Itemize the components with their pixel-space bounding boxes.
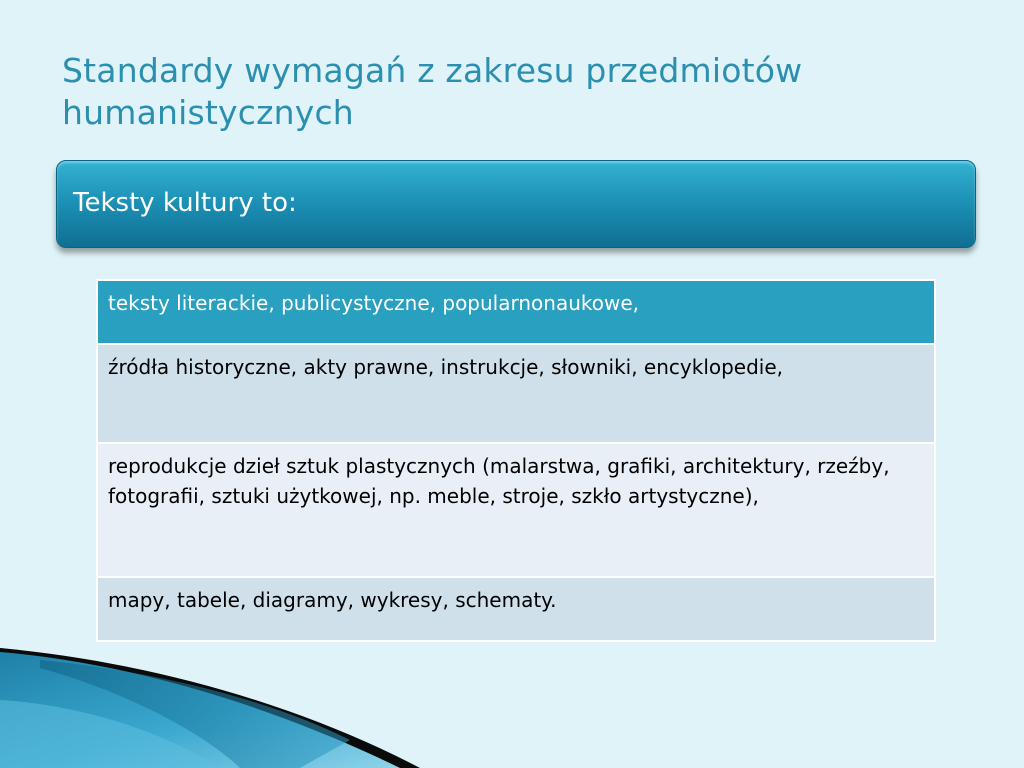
table-row — [97, 280, 935, 344]
table-cell: mapy, tabele, diagramy, wykresy, schematy. — [97, 577, 935, 641]
table-row — [97, 443, 935, 577]
table-row — [97, 577, 935, 641]
banner-text: Teksty kultury to: — [73, 188, 297, 218]
content-table — [96, 279, 936, 642]
table-cell: źródła historyczne, akty prawne, instrukcje, słowniki, encyklopedie, — [97, 344, 935, 443]
table-cell: reprodukcje dzieł sztuk plastycznych (malarstwa, grafiki, architektury, rzeźby, fotografii, sztuki użytkowej, np. meble, stroje, szkło artystyczne), — [97, 443, 935, 577]
slide-title: Standardy wymagań z zakresu przedmiotów humanistycznych — [62, 51, 803, 132]
table-row — [97, 344, 935, 443]
table-cell: teksty literackie, publicystyczne, popularnonaukowe, — [97, 280, 935, 344]
section-banner — [56, 160, 976, 248]
